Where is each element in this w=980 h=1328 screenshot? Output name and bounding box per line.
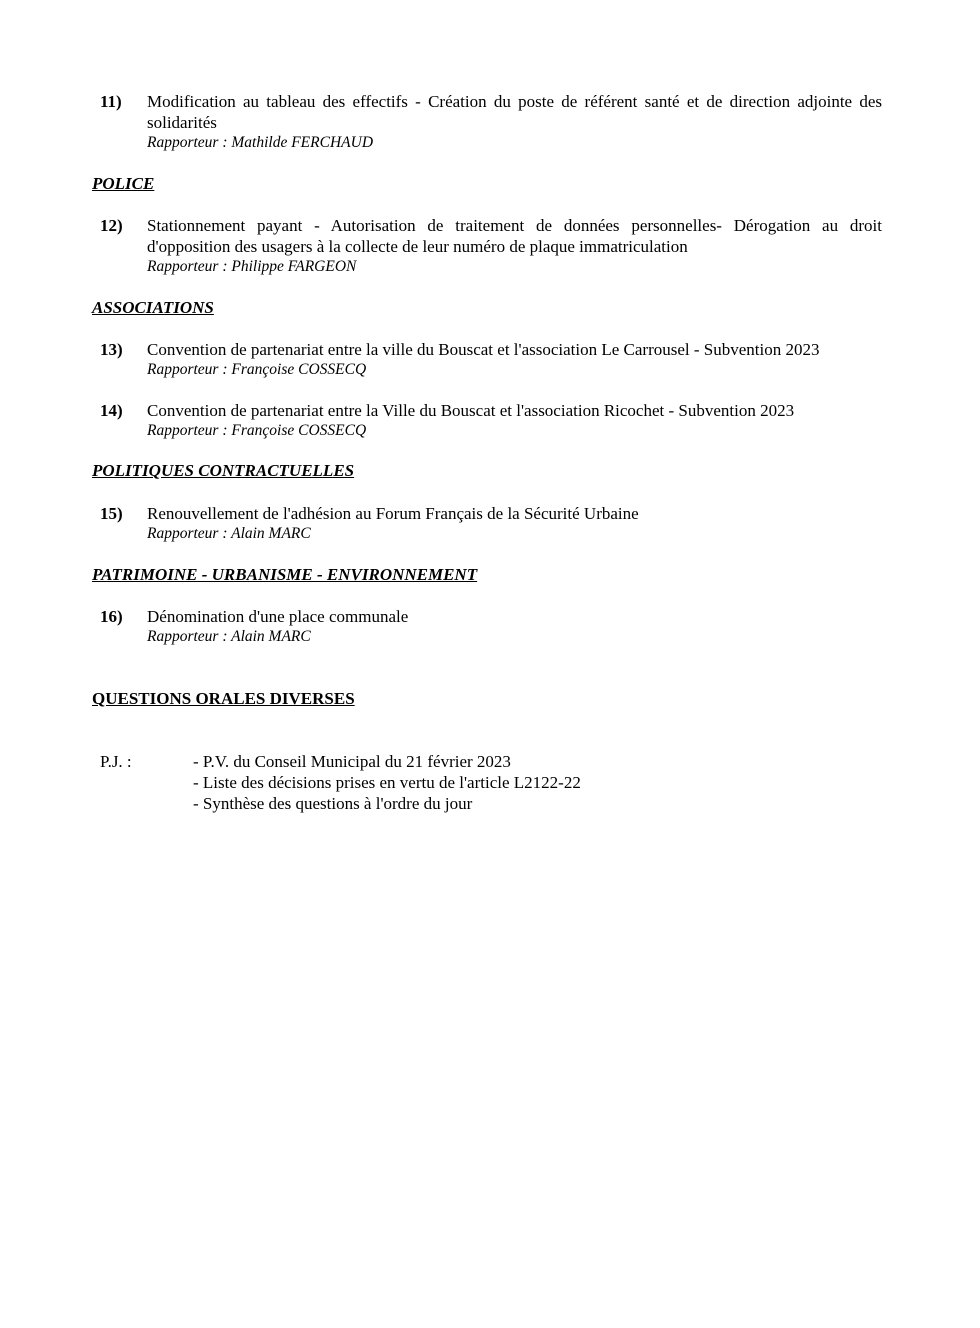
agenda-item-15 [100, 503, 882, 543]
item-number: 15) [100, 504, 123, 523]
section-heading-police: POLICE [92, 174, 155, 193]
agenda-item-13 [100, 339, 882, 379]
attachment-item: - P.V. du Conseil Municipal du 21 février 2023 [193, 752, 511, 771]
item-rapporteur: Rapporteur : Philippe FARGEON [147, 258, 357, 275]
item-number: 16) [100, 607, 123, 626]
section-heading-associations: ASSOCIATIONS [92, 298, 214, 317]
item-title: Modification au tableau des effectifs - Création du poste de référent santé et de direction adjointe des solidarités [147, 92, 882, 132]
item-rapporteur: Rapporteur : Mathilde FERCHAUD [147, 134, 374, 151]
agenda-item-16 [100, 606, 882, 646]
agenda-item-11 [100, 91, 882, 152]
item-number: 13) [100, 340, 123, 359]
section-heading-patrimoine: PATRIMOINE - URBANISME - ENVIRONNEMENT [92, 565, 478, 584]
item-number: 12) [100, 216, 123, 235]
item-number: 14) [100, 401, 123, 420]
item-rapporteur: Rapporteur : Françoise COSSECQ [147, 361, 367, 378]
attachments-list [193, 751, 581, 814]
item-title: Stationnement payant - Autorisation de traitement de données personnelles- Dérogation au droit d'opposition des usagers à la collecte de leur numéro de plaque immatriculation [147, 216, 882, 256]
item-title: Convention de partenariat entre la ville du Bouscat et l'association Le Carrousel - Subvention 2023 [147, 340, 820, 359]
attachments-label: P.J. : [100, 752, 132, 771]
item-title: Renouvellement de l'adhésion au Forum Français de la Sécurité Urbaine [147, 504, 639, 523]
item-rapporteur: Rapporteur : Alain MARC [147, 525, 311, 542]
item-number: 11) [100, 92, 122, 111]
agenda-item-14 [100, 400, 882, 440]
attachment-item: - Liste des décisions prises en vertu de l'article L2122-22 [193, 773, 581, 792]
agenda-item-12 [100, 215, 882, 276]
section-heading-politiques-contractuelles: POLITIQUES CONTRACTUELLES [92, 461, 355, 480]
item-rapporteur: Rapporteur : Alain MARC [147, 628, 311, 645]
item-title: Convention de partenariat entre la Ville du Bouscat et l'association Ricochet - Subvention 2023 [147, 401, 795, 420]
section-heading-questions-orales: QUESTIONS ORALES DIVERSES [92, 689, 355, 708]
attachment-item: - Synthèse des questions à l'ordre du jour [193, 794, 473, 813]
item-rapporteur: Rapporteur : Françoise COSSECQ [147, 422, 367, 439]
item-title: Dénomination d'une place communale [147, 607, 409, 626]
